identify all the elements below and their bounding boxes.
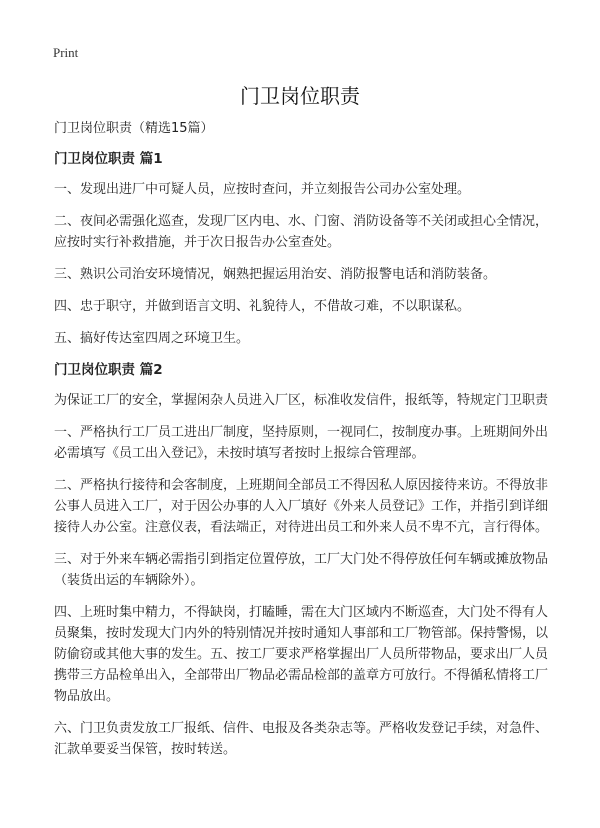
paragraph: 五、搞好传达室四周之环境卫生。: [54, 331, 250, 346]
paragraph: 为保证工厂的安全，掌握闲杂人员进入厂区，标准收发信件，报纸等，特规定门卫职责: [54, 393, 549, 408]
section-1: [54, 149, 552, 349]
document-title: 门卫岗位职责: [240, 84, 360, 108]
paragraph: 二、严格执行接待和会客制度，上班期间全部员工不得因私人原因接待来访。不得放非公事人员进入工厂，对于因公办事的人入厂填好《外来人员登记》工作，并指引到详细接待人办公室。注意仪表，看法端正，对待进出员工和外来人员不卑不亢，言行得体。: [54, 478, 549, 535]
paragraph: 四、忠于职守，并做到语言文明、礼貌待人，不借故刁难，不以职谋私。: [54, 299, 471, 314]
print-link[interactable]: Print: [53, 45, 79, 60]
document-body: [54, 118, 552, 771]
paragraph: 三、熟识公司治安环境情况，娴熟把握运用治安、消防报警电话和消防装备。: [54, 267, 497, 282]
section-heading: 门卫岗位职责 篇2: [54, 362, 163, 378]
paragraph: 一、严格执行工厂员工进出厂制度，坚持原则，一视同仁，按制度办事。上班期间外出必需填写《员工出入登记》，未按时填写者按时上报综合管理部。: [54, 425, 549, 461]
paragraph: 一、发现出进厂中可疑人员，应按时查问，并立刻报告公司办公室处理。: [54, 182, 471, 197]
document-subtitle: 门卫岗位职责（精选15篇）: [54, 121, 214, 136]
paragraph: 六、门卫负责发放工厂报纸、信件、电报及各类杂志等。严格收发登记手续，对急件、汇款单要妥当保管，按时转送。: [54, 721, 549, 757]
section-2: [54, 360, 552, 760]
paragraph: 二、夜间必需强化巡查，发现厂区内电、水、门窗、消防设备等不关闭或担心全情况，应按时实行补救措施，并于次日报告办公室查处。: [54, 214, 549, 250]
section-heading: 门卫岗位职责 篇1: [54, 151, 163, 167]
paragraph: 三、对于外来车辆必需指引到指定位置停放，工厂大门处不得停放任何车辆或摊放物品（装货出运的车辆除外）。: [54, 552, 549, 588]
paragraph: 四、上班时集中精力，不得缺岗，打瞌睡，需在大门区域内不断巡查，大门处不得有人员聚集，按时发现大门内外的特别情况并按时通知人事部和工厂物管部。保持警惕，以防偷窃或其他大事的发生。五、按工厂要求严格掌握出厂人员所带物品，要求出厂人员携带三方品检单出入，全部带出厂物品必需品检部的盖章方可放行。不得循私情将工厂物品放出。: [54, 605, 549, 704]
